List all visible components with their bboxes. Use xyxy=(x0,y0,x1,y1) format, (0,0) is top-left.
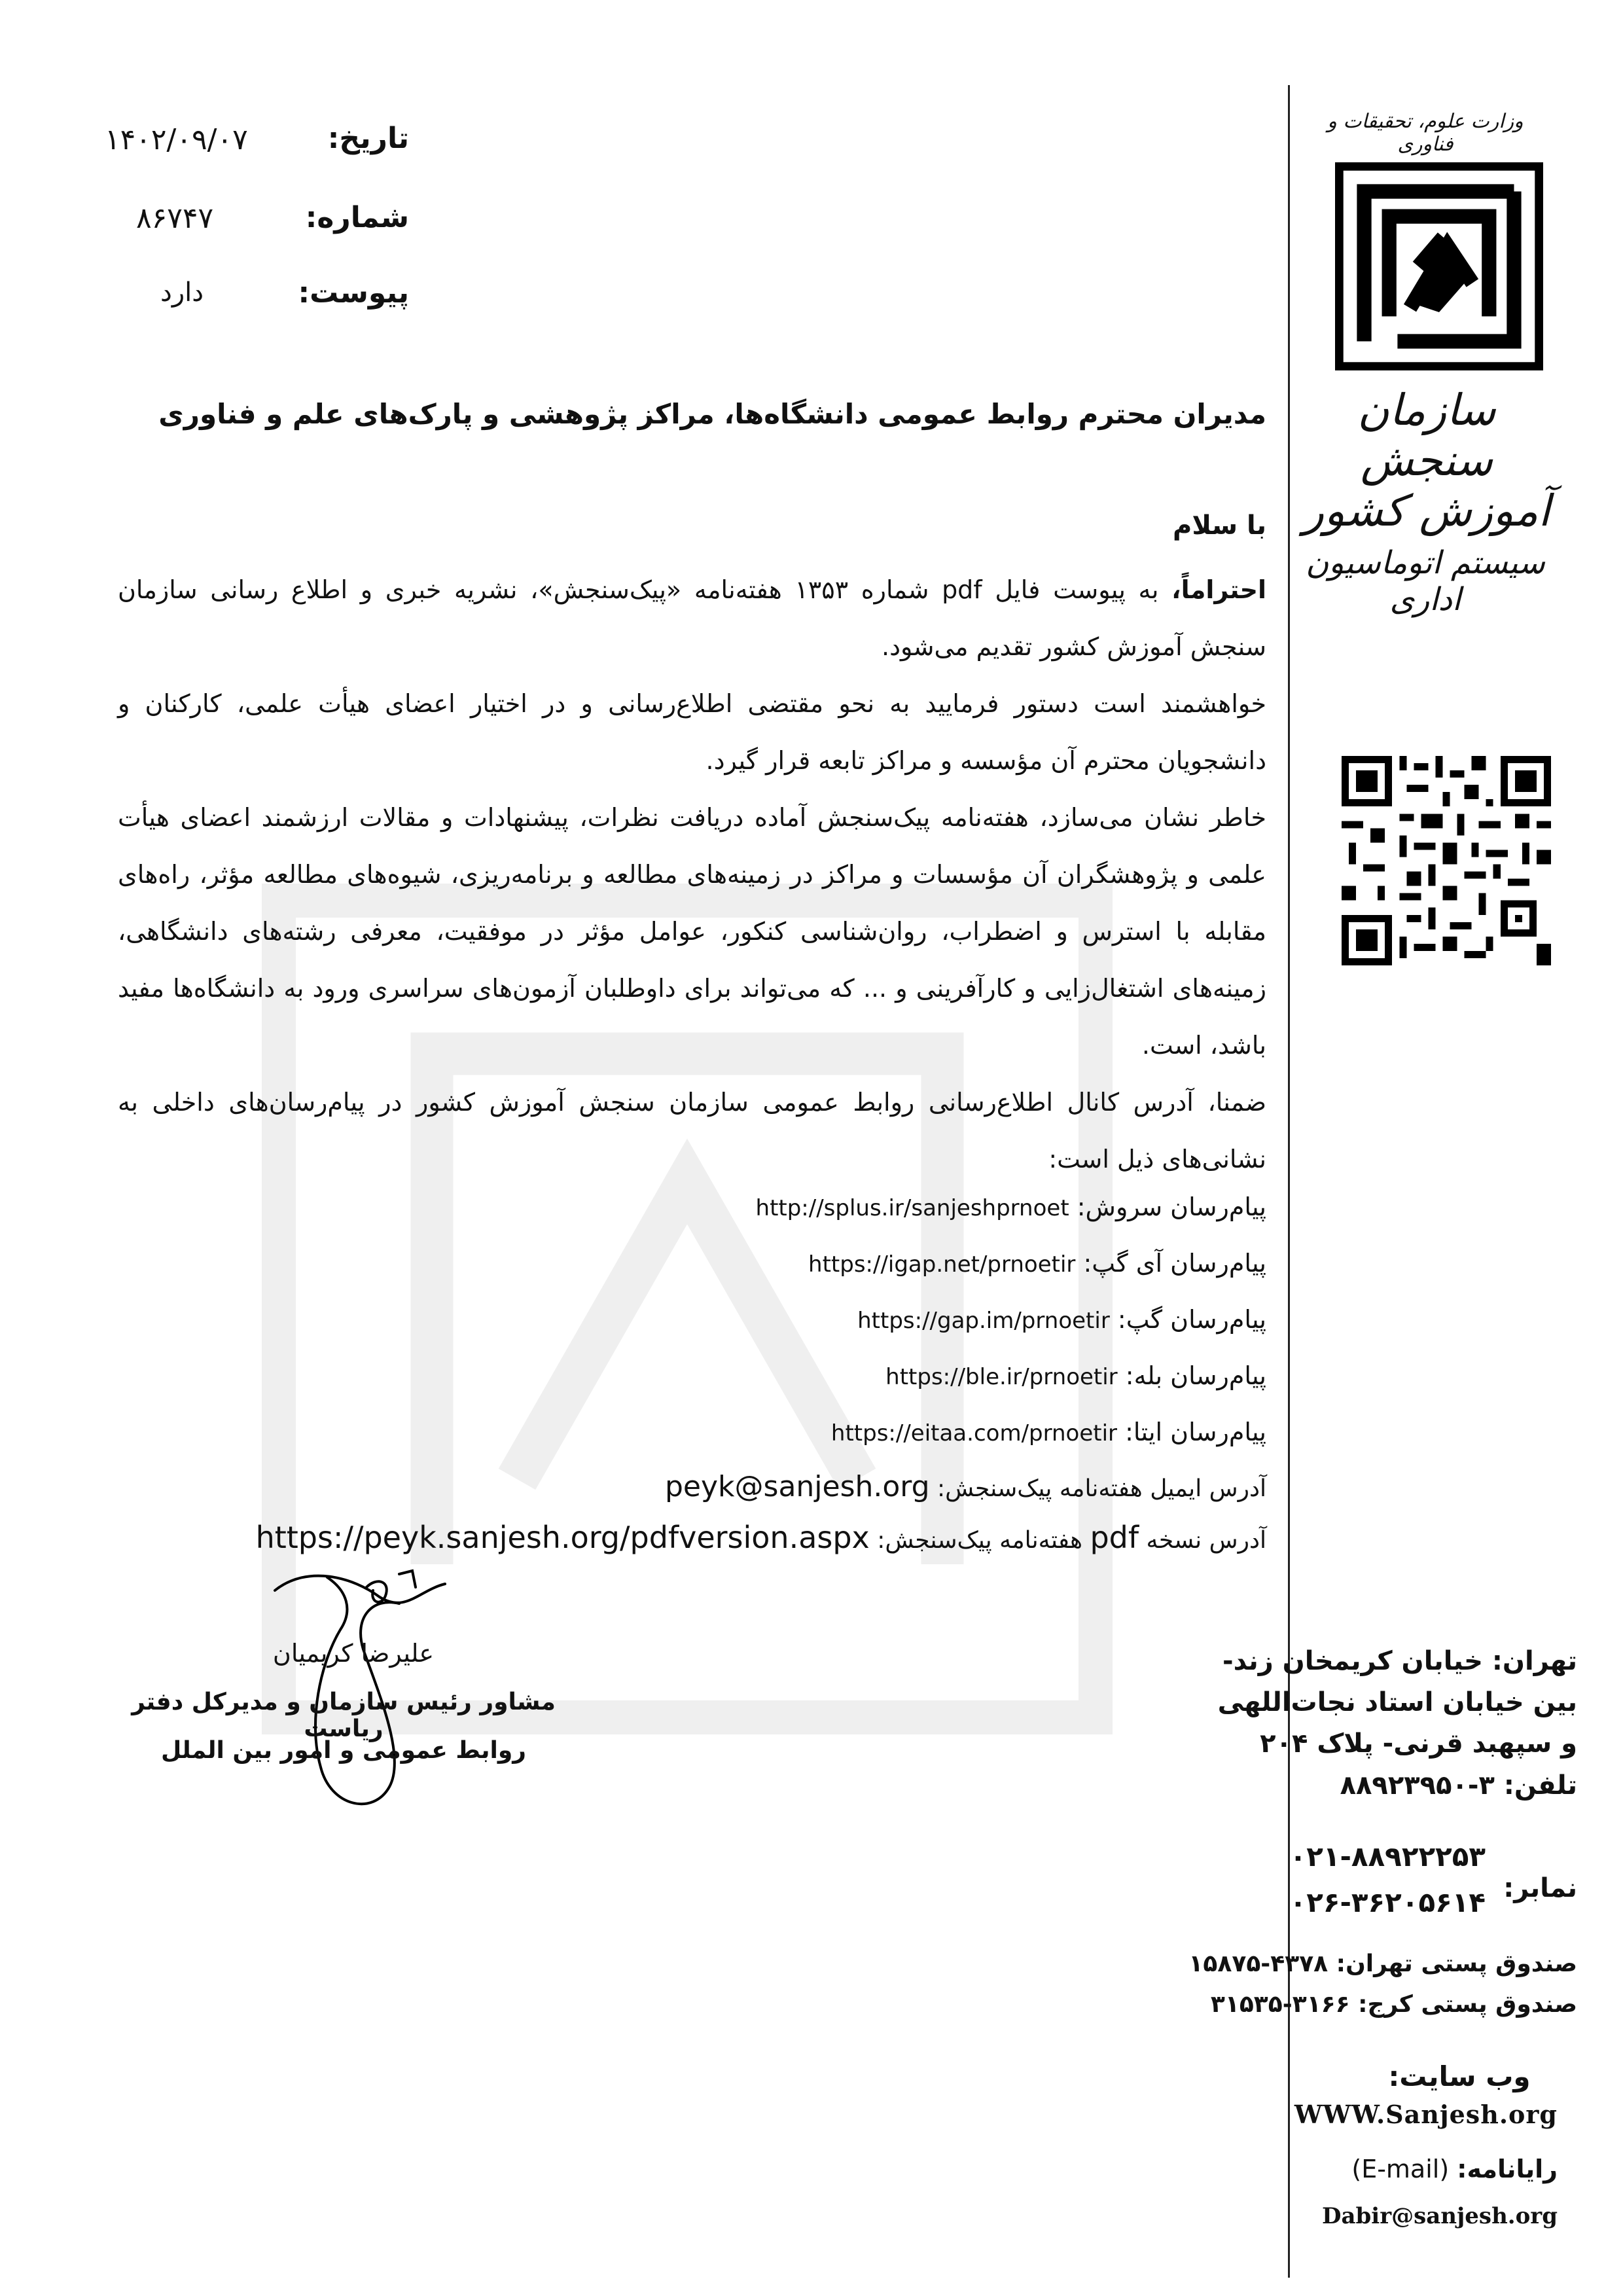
email-label-en: (E-mail) xyxy=(1351,2155,1450,2183)
greeting: با سلام xyxy=(1173,511,1266,541)
messenger-label: پیام‌رسان ایتا: xyxy=(1125,1418,1266,1446)
newsletter-email-link[interactable]: peyk@sanjesh.org xyxy=(665,1470,930,1503)
messenger-item xyxy=(808,1249,1266,1278)
pdf-label-pre: آدرس نسخه xyxy=(1146,1527,1266,1554)
recipient: مدیران محترم روابط عمومی دانشگاه‌ها، مراکز پژوهشی و پارک‌های علم و فناوری xyxy=(158,398,1266,430)
messenger-label: پیام‌رسان بله: xyxy=(1125,1361,1266,1390)
date-label: تاریخ: xyxy=(327,122,409,155)
pdf-word: pdf xyxy=(1090,1520,1139,1555)
qr-code xyxy=(1342,756,1551,965)
website-label: وب سایت: xyxy=(1388,2060,1531,2092)
messenger-link[interactable]: https://gap.im/prnoetir xyxy=(857,1308,1110,1334)
fax-label: نمابر: xyxy=(1503,1873,1577,1903)
organization-name: سازمان سنجش آموزش کشور xyxy=(1303,385,1550,536)
messenger-link[interactable]: http://splus.ir/sanjeshprnoet xyxy=(755,1195,1069,1221)
address-line: بین خیابان استاد نجات‌اللهی xyxy=(1217,1687,1577,1717)
email-link[interactable]: Dabir@sanjesh.org xyxy=(1321,2203,1558,2229)
website-link[interactable]: WWW.Sanjesh.org xyxy=(1294,2100,1558,2129)
attachment-value: دارد xyxy=(160,278,204,308)
address-line: و سپهبد قرنی- پلاک ۲۰۴ xyxy=(1260,1729,1577,1759)
email-label xyxy=(1351,2155,1558,2183)
po-box-karaj: صندوق پستی کرج: ۳۱۶۶-۳۱۵۳۵ xyxy=(1210,1991,1577,2018)
date-value: ۱۴۰۲/۰۹/۰۷ xyxy=(105,123,248,156)
salutation: احتراماً، xyxy=(1171,575,1266,604)
messenger-label: پیام‌رسان سروش: xyxy=(1077,1193,1266,1221)
po-box-tehran: صندوق پستی تهران: ۴۳۷۸-۱۵۸۷۵ xyxy=(1188,1950,1577,1977)
messenger-item xyxy=(857,1305,1266,1334)
letter-body xyxy=(118,562,1266,1188)
messenger-label: پیام‌رسان گپ: xyxy=(1117,1305,1266,1334)
newsletter-pdf-link[interactable]: https://peyk.sanjesh.org/pdfversion.aspx xyxy=(255,1520,870,1555)
paragraph: خاطر نشان می‌سازد، هفته‌نامه پیک‌سنجش آماده دریافت نظرات، پیشنهادات و مقالات ارزشمند اعضای هیأت علمی و پژوهشگران آن مؤسسات و مراکز در زمینه‌های مطالعه و برنامه‌ریزی، شیوه‌های مطالعه مؤثر، راه‌های مقابله با استرس و اضطراب، روان‌شناسی کنکور، عوامل مؤثر در موفقیت، معرفی رشته‌های دانشگاهی، زمینه‌های اشتغال‌زایی و کارآفرینی و ... که می‌تواند برای داوطلبان آزمون‌های سراسری ورود به دانشگاه‌ها مفید باشد، است. xyxy=(118,803,1266,1060)
phone-number: تلفن: ۳-۸۸۹۲۳۹۵۰ xyxy=(1340,1770,1577,1801)
ministry-name: وزارت علوم، تحقیقات و فناوری xyxy=(1327,110,1524,156)
email-label-fa: رایانامه: xyxy=(1457,2155,1558,2183)
paragraph xyxy=(118,562,1266,675)
paragraph: خواهشمند است دستور فرمایید به نحو مقتضی اطلاع‌رسانی و در اختیار اعضای هیأت علمی، کارکنان و دانشجویان محترم آن مؤسسه و مراکز تابعه قرار گیرد. xyxy=(118,689,1266,775)
number-value: ۸۶۷۴۷ xyxy=(136,202,214,235)
signatory-title: مشاور رئیس سازمان و مدیرکل دفتر ریاست xyxy=(132,1689,556,1742)
paragraph: ضمنا، آدرس کانال اطلاع‌رسانی روابط عمومی سازمان سنجش آموزش کشور در پیام‌رسان‌های داخلی به نشانی‌های ذیل است: xyxy=(118,1088,1266,1174)
messenger-link[interactable]: https://igap.net/prnoetir xyxy=(808,1251,1076,1278)
pdf-label-post: هفته‌نامه پیک‌سنجش: xyxy=(877,1527,1083,1554)
messenger-link[interactable]: https://ble.ir/prnoetir xyxy=(885,1364,1118,1390)
system-name: سیستم اتوماسیون اداری xyxy=(1306,545,1545,618)
newsletter-pdf-line xyxy=(256,1520,1266,1555)
messenger-item xyxy=(756,1193,1266,1221)
organization-logo xyxy=(1335,162,1543,370)
fax-number: ۰۲۱-۸۸۹۲۲۲۵۳ xyxy=(1289,1840,1486,1873)
messenger-item xyxy=(831,1418,1266,1446)
number-label: شماره: xyxy=(305,201,409,234)
newsletter-email-line xyxy=(665,1470,1266,1503)
column-divider xyxy=(1288,85,1290,2278)
attachment-label: پیوست: xyxy=(298,276,409,310)
signatory-title: روابط عمومی و امور بین الملل xyxy=(161,1737,526,1764)
address-line: تهران: خیابان کریمخان زند- xyxy=(1222,1646,1577,1676)
signatory-name: علیرضا کریمیان xyxy=(272,1639,435,1668)
messenger-label: پیام‌رسان آی گپ: xyxy=(1083,1249,1266,1278)
newsletter-email-label: آدرس ایمیل هفته‌نامه پیک‌سنجش: xyxy=(937,1475,1266,1502)
messenger-link[interactable]: https://eitaa.com/prnoetir xyxy=(830,1420,1118,1446)
fax-number: ۰۲۶-۳۶۲۰۵۶۱۴ xyxy=(1289,1886,1486,1918)
messenger-item xyxy=(885,1361,1266,1390)
paragraph-text: به پیوست فایل pdf شماره ۱۳۵۳ هفته‌نامه «پیک‌سنجش»، نشریه خبری و اطلاع رسانی سازمان سنجش آموزش کشور تقدیم می‌شود. xyxy=(118,575,1266,661)
